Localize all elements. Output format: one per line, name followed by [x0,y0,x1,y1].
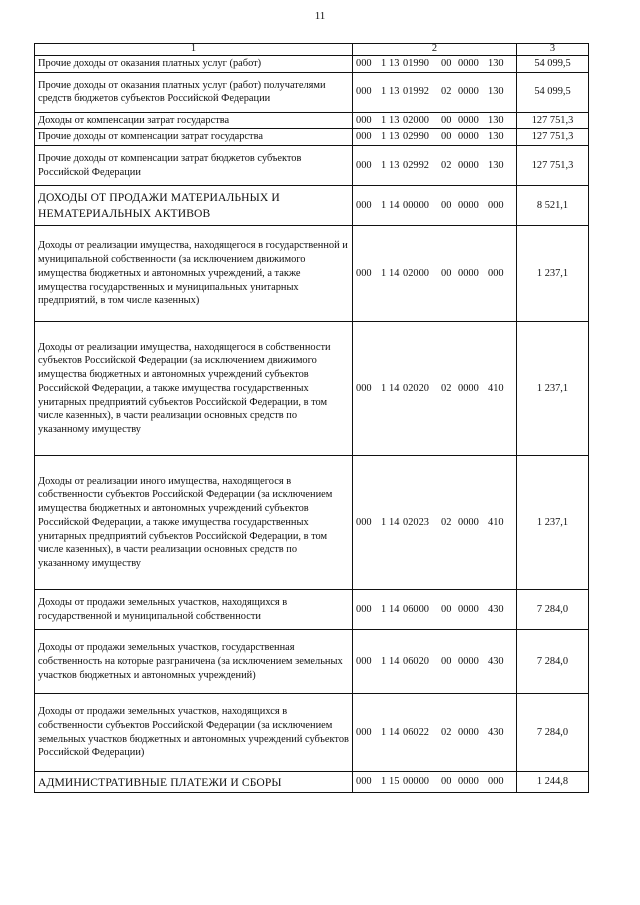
code-segment: 000 [356,131,372,143]
table-row [35,694,589,772]
page-number: 11 [314,10,326,22]
table-row [35,630,589,694]
code-segment: 0000 [458,86,479,98]
row-amount: 54 099,5 [517,56,589,73]
row-description: Доходы от реализации имущества, находящегося в государственной и муниципальной собственности (за исключением движимого имущества бюджетных и автономных учреждений, а также имущества государственных и муниципальных унитарных предприятий, в том числе казенных) [35,226,353,322]
code-segment: 0000 [458,58,479,69]
code-segment: 00 [441,776,452,788]
code-segment: 02 [441,382,452,394]
code-segment: 14 [389,267,400,279]
code-segment: 01990 [403,58,429,69]
row-amount: 127 751,3 [517,129,589,146]
code-segment: 000 [356,267,372,279]
code-segment: 000 [356,382,372,394]
code-segment: 13 [389,86,400,98]
row-budget-code [353,129,517,146]
code-segment: 000 [356,58,372,69]
column-header-3: 3 [517,44,589,56]
code-segment: 13 [389,159,400,171]
table-row [35,590,589,630]
code-segment: 14 [389,516,400,528]
column-header-2: 2 [353,44,517,56]
row-budget-code [353,456,517,590]
code-segment: 0000 [458,199,479,211]
row-amount: 7 284,0 [517,694,589,772]
code-segment: 000 [356,726,372,738]
code-segment: 14 [389,726,400,738]
code-segment: 130 [488,86,504,98]
table-row [35,456,589,590]
row-budget-code [353,590,517,630]
row-description: Доходы от реализации иного имущества, находящегося в собственности субъектов Российской Федерации (за исключением имущества бюджетных и автономных учреждений субъектов Российской Федерации, а также имущества государственных унитарных предприятий субъектов Российской Федерации, в том числе казенных), в части реализации основных средств по указанному имуществу [35,456,353,590]
code-segment: 1 [381,267,387,279]
code-segment: 000 [356,655,372,667]
code-segment: 0000 [458,131,479,143]
code-segment: 02000 [403,267,429,279]
table-row [35,186,589,226]
row-description: Доходы от продажи земельных участков, находящихся в государственной и муниципальной собственности [35,590,353,630]
table-row [35,112,589,129]
code-segment: 00 [441,603,452,615]
code-segment: 06020 [403,655,429,667]
code-segment: 130 [488,114,504,126]
code-segment: 02990 [403,131,429,143]
table-header-row [35,44,589,56]
code-segment: 000 [356,603,372,615]
code-segment: 0000 [458,776,479,788]
code-segment: 0000 [458,726,479,738]
code-segment: 13 [389,131,400,143]
code-segment: 02023 [403,516,429,528]
table-row [35,772,589,793]
table-body [35,56,589,793]
row-description: Доходы от реализации имущества, находящегося в собственности субъектов Российской Федерации (за исключением движимого имущества бюджетных и автономных учреждений субъектов Российской Федерации, а также имущества государственных унитарных предприятий субъектов Российской Федерации, в том числе казенных), в части реализации основных средств по указанному имуществу [35,322,353,456]
code-segment: 02 [441,159,452,171]
code-segment: 130 [488,58,504,69]
code-segment: 410 [488,382,504,394]
code-segment: 1 [381,86,387,98]
code-segment: 000 [356,159,372,171]
code-segment: 1 [381,114,387,126]
code-segment: 1 [381,516,387,528]
code-segment: 000 [356,776,372,788]
code-segment: 00 [441,114,452,126]
code-segment: 14 [389,603,400,615]
row-budget-code [353,322,517,456]
code-segment: 0000 [458,655,479,667]
table-row [35,129,589,146]
row-budget-code [353,112,517,129]
table-row [35,322,589,456]
row-description: Прочие доходы от оказания платных услуг (работ) [35,56,353,73]
table-row [35,226,589,322]
row-budget-code [353,56,517,73]
code-segment: 01992 [403,86,429,98]
table-row [35,56,589,73]
revenue-table [34,43,589,793]
row-amount: 1 237,1 [517,226,589,322]
row-description: Прочие доходы от компенсации затрат бюджетов субъектов Российской Федерации [35,146,353,186]
row-amount: 1 237,1 [517,456,589,590]
row-budget-code [353,72,517,112]
code-segment: 14 [389,655,400,667]
table-row [35,146,589,186]
row-description: Прочие доходы от оказания платных услуг (работ) получателями средств бюджетов субъектов Российской Федерации [35,72,353,112]
code-segment: 02992 [403,159,429,171]
code-segment: 00000 [403,199,429,211]
row-description: Прочие доходы от компенсации затрат государства [35,129,353,146]
row-amount: 54 099,5 [517,72,589,112]
table-row [35,72,589,112]
code-segment: 000 [356,516,372,528]
code-segment: 130 [488,159,504,171]
code-segment: 0000 [458,516,479,528]
code-segment: 430 [488,655,504,667]
code-segment: 430 [488,726,504,738]
code-segment: 02000 [403,114,429,126]
row-description: Доходы от продажи земельных участков, находящихся в собственности субъектов Российской Федерации (за исключением земельных участков бюджетных и автономных учреждений субъектов Российской Федерации) [35,694,353,772]
code-segment: 000 [356,114,372,126]
code-segment: 000 [488,199,504,211]
code-segment: 1 [381,655,387,667]
row-budget-code [353,186,517,226]
code-segment: 00 [441,58,452,69]
code-segment: 1 [381,58,387,69]
row-description: Доходы от продажи земельных участков, государственная собственность на которые разграничена (за исключением земельных участков бюджетных и автономных учреждений) [35,630,353,694]
code-segment: 1 [381,603,387,615]
code-segment: 06022 [403,726,429,738]
row-amount: 127 751,3 [517,146,589,186]
code-segment: 02 [441,86,452,98]
row-budget-code [353,772,517,793]
code-segment: 00 [441,131,452,143]
code-segment: 1 [381,382,387,394]
code-segment: 000 [488,776,504,788]
code-segment: 000 [356,199,372,211]
row-budget-code [353,146,517,186]
code-segment: 02020 [403,382,429,394]
code-segment: 0000 [458,382,479,394]
row-amount: 7 284,0 [517,630,589,694]
code-segment: 13 [389,58,400,69]
code-segment: 410 [488,516,504,528]
row-description: Доходы от компенсации затрат государства [35,112,353,129]
code-segment: 1 [381,131,387,143]
row-amount: 1 244,8 [517,772,589,793]
code-segment: 00000 [403,776,429,788]
code-segment: 02 [441,516,452,528]
row-budget-code [353,226,517,322]
code-segment: 00 [441,655,452,667]
code-segment: 14 [389,382,400,394]
code-segment: 0000 [458,114,479,126]
row-budget-code [353,694,517,772]
code-segment: 13 [389,114,400,126]
code-segment: 0000 [458,267,479,279]
row-description: ДОХОДЫ ОТ ПРОДАЖИ МАТЕРИАЛЬНЫХ И НЕМАТЕРИАЛЬНЫХ АКТИВОВ [35,186,353,226]
code-segment: 14 [389,199,400,211]
row-description: АДМИНИСТРАТИВНЫЕ ПЛАТЕЖИ И СБОРЫ [35,772,353,793]
code-segment: 000 [488,267,504,279]
code-segment: 0000 [458,603,479,615]
code-segment: 430 [488,603,504,615]
code-segment: 1 [381,159,387,171]
column-header-1: 1 [35,44,353,56]
code-segment: 000 [356,86,372,98]
row-amount: 127 751,3 [517,112,589,129]
code-segment: 1 [381,776,387,788]
code-segment: 15 [389,776,400,788]
code-segment: 0000 [458,159,479,171]
code-segment: 1 [381,726,387,738]
row-budget-code [353,630,517,694]
code-segment: 02 [441,726,452,738]
code-segment: 06000 [403,603,429,615]
row-amount: 7 284,0 [517,590,589,630]
row-amount: 8 521,1 [517,186,589,226]
code-segment: 00 [441,267,452,279]
row-amount: 1 237,1 [517,322,589,456]
code-segment: 130 [488,131,504,143]
code-segment: 00 [441,199,452,211]
code-segment: 1 [381,199,387,211]
